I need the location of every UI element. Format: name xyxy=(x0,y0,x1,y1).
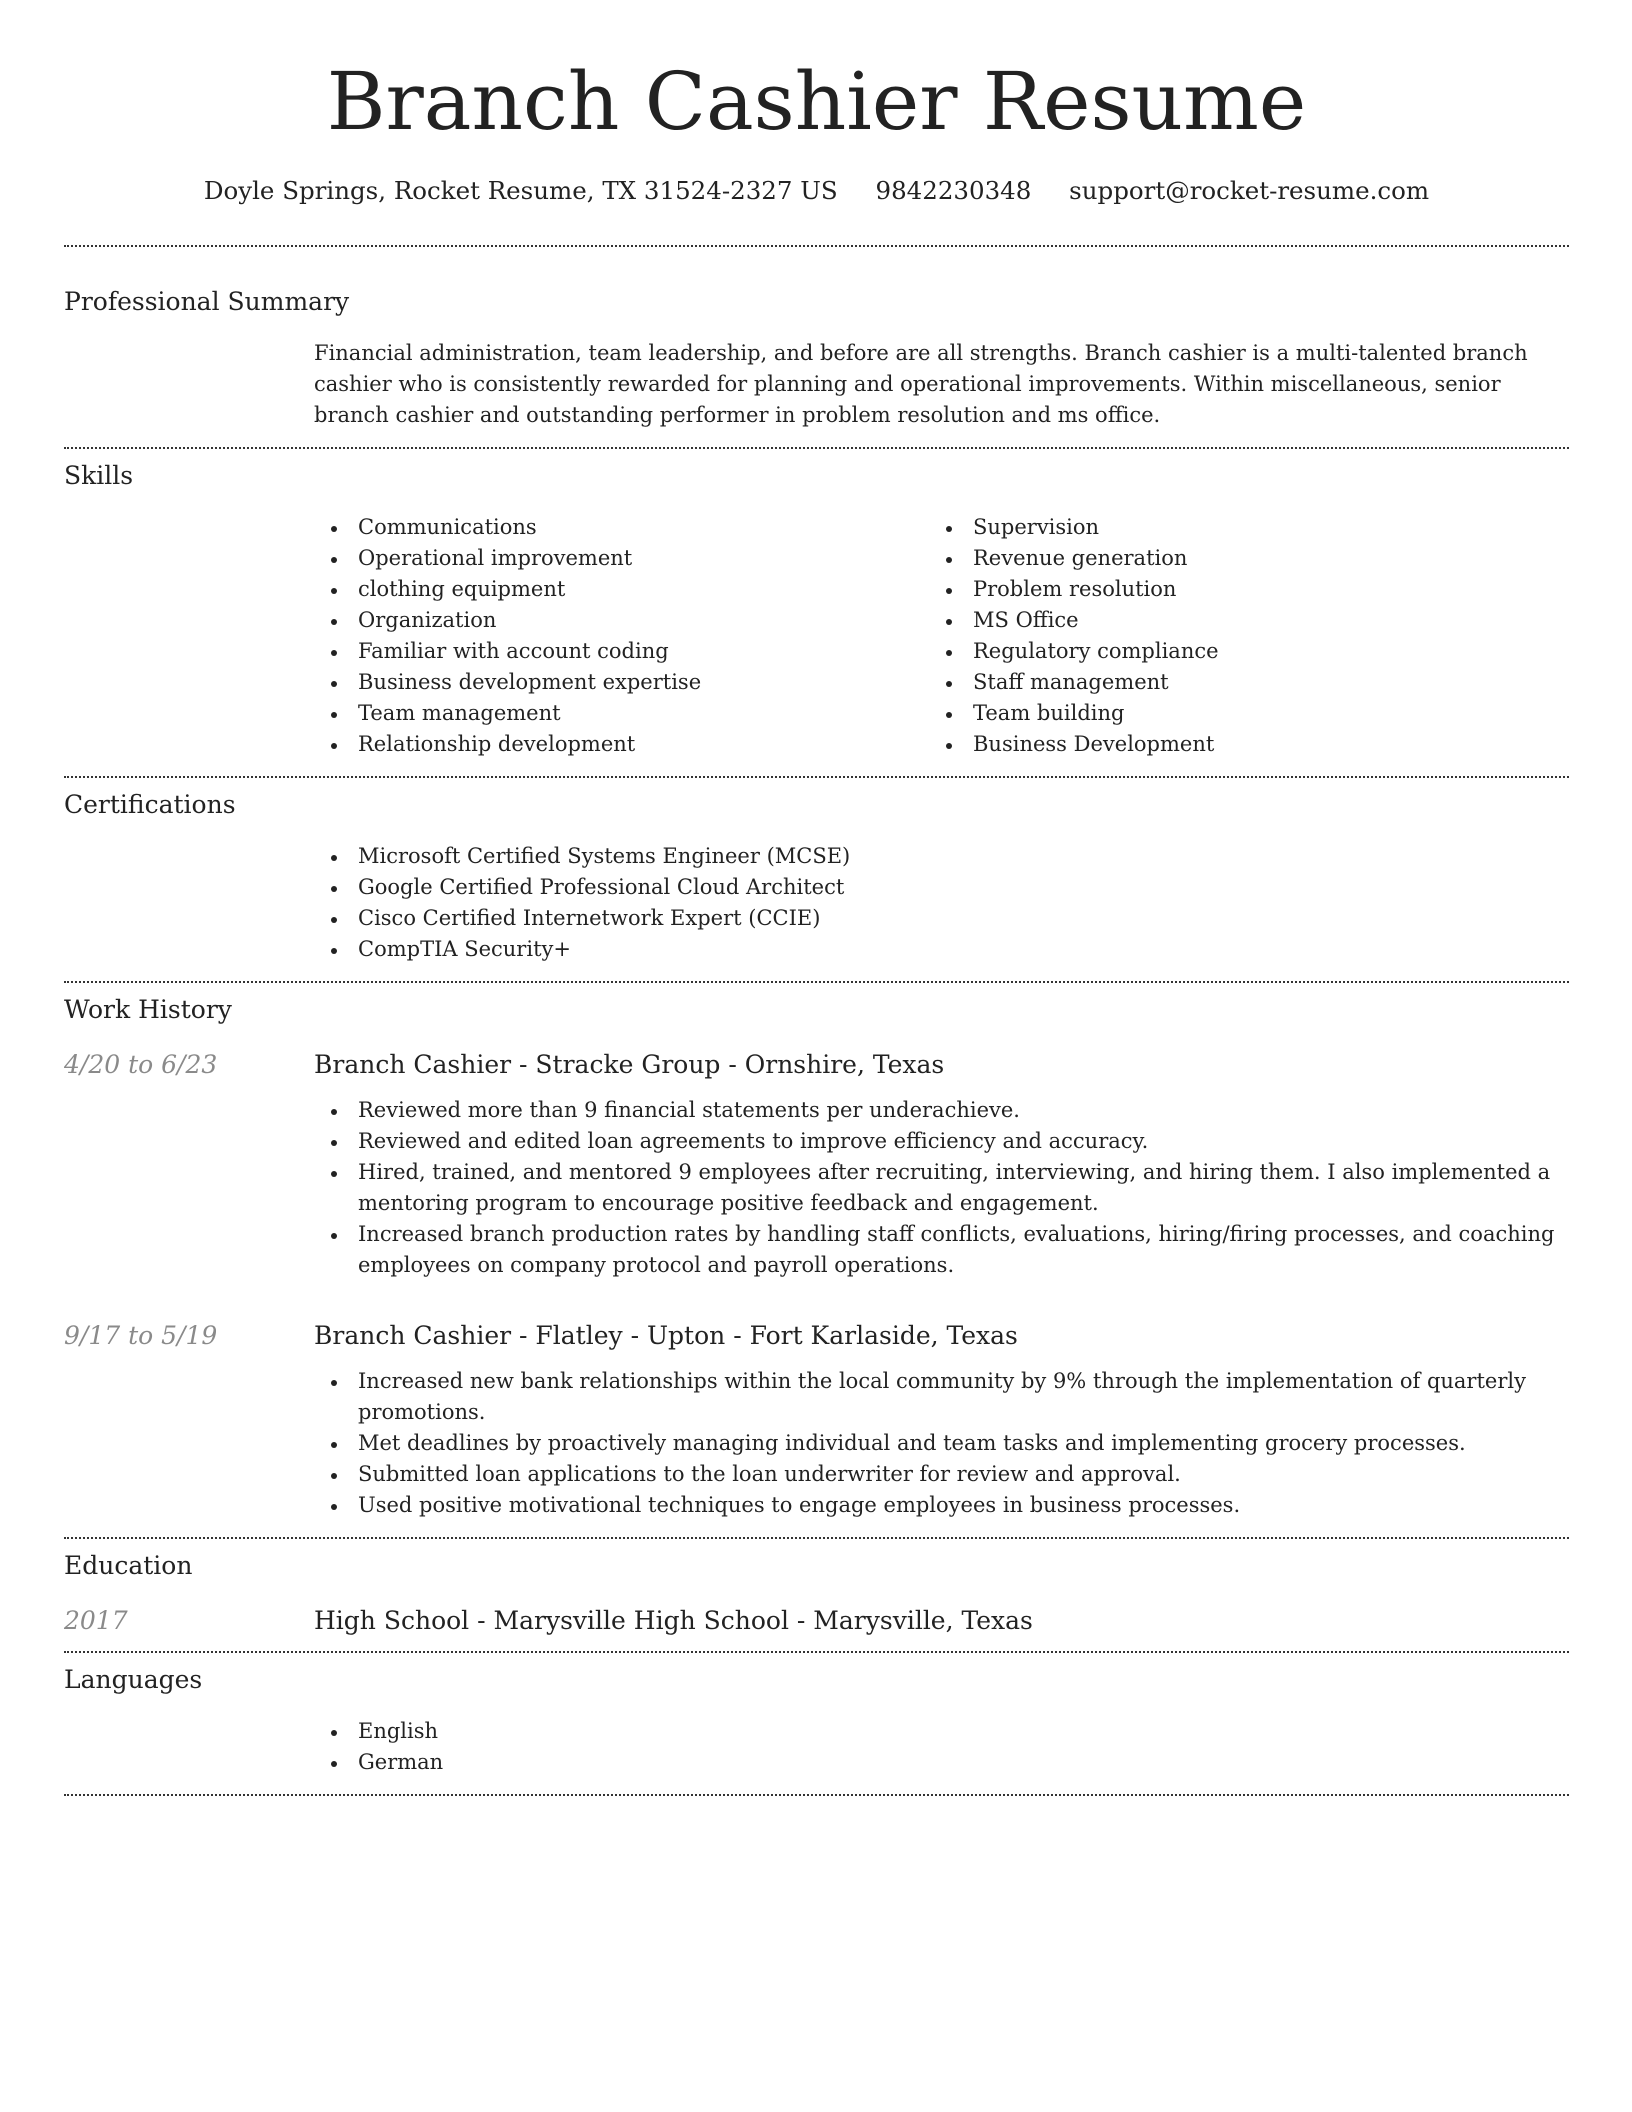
job-entry xyxy=(64,1321,1569,1521)
skill-item: Relationship development xyxy=(314,729,929,760)
skills-list-right xyxy=(929,512,1544,760)
summary-section xyxy=(64,287,1569,431)
summary-heading: Professional Summary xyxy=(64,287,350,316)
education-heading: Education xyxy=(64,1551,193,1580)
contact-email: support@rocket-resume.com xyxy=(1069,176,1430,205)
skill-item: Problem resolution xyxy=(929,574,1544,605)
job-dates: 4/20 to 6/23 xyxy=(64,1050,218,1079)
job-bullet: Met deadlines by proactively managing individual and team tasks and implementing grocery processes. xyxy=(314,1428,1569,1459)
divider xyxy=(64,1651,1569,1653)
job-bullet: Increased new bank relationships within the local community by 9% through the implementation of quarterly promotions. xyxy=(314,1366,1569,1428)
education-year: 2017 xyxy=(64,1606,128,1635)
skill-item: Familiar with account coding xyxy=(314,636,929,667)
job-bullet: Reviewed more than 9 financial statements per underachieve. xyxy=(314,1095,1569,1126)
certifications-list xyxy=(314,841,1569,965)
skill-item: Revenue generation xyxy=(929,543,1544,574)
contact-phone: 9842230348 xyxy=(875,176,1032,205)
job-entry xyxy=(64,1050,1569,1281)
languages-list xyxy=(314,1716,1569,1778)
divider xyxy=(64,1794,1569,1796)
job-bullet: Increased branch production rates by handling staff conflicts, evaluations, hiring/firing processes, and coaching employees on company protocol and payroll operations. xyxy=(314,1219,1569,1281)
job-bullet: Hired, trained, and mentored 9 employees after recruiting, interviewing, and hiring them. I also implemented a mentoring program to encourage positive feedback and engagement. xyxy=(314,1157,1569,1219)
skill-item: Staff management xyxy=(929,667,1544,698)
certification-item: Cisco Certified Internetwork Expert (CCIE) xyxy=(314,903,1569,934)
skill-item: Organization xyxy=(314,605,929,636)
resume-page xyxy=(64,0,1569,1796)
language-item: German xyxy=(314,1747,1569,1778)
language-item: English xyxy=(314,1716,1569,1747)
resume-title: Branch Cashier Resume xyxy=(326,55,1307,148)
skills-grid xyxy=(314,512,1569,760)
divider xyxy=(64,245,1569,247)
job-bullets xyxy=(314,1095,1569,1281)
skill-item: MS Office xyxy=(929,605,1544,636)
certifications-body xyxy=(314,841,1569,965)
skills-heading: Skills xyxy=(64,461,134,490)
certifications-section xyxy=(64,790,1569,965)
job-bullet: Reviewed and edited loan agreements to improve efficiency and accuracy. xyxy=(314,1126,1569,1157)
skill-item: Team building xyxy=(929,698,1544,729)
divider xyxy=(64,776,1569,778)
skills-section xyxy=(64,461,1569,760)
contact-address: Doyle Springs, Rocket Resume, TX 31524-2327 US xyxy=(203,176,838,205)
job-bullet: Used positive motivational techniques to engage employees in business processes. xyxy=(314,1490,1569,1521)
languages-section xyxy=(64,1665,1569,1778)
work-heading: Work History xyxy=(64,995,232,1024)
certification-item: Microsoft Certified Systems Engineer (MCSE) xyxy=(314,841,1569,872)
divider xyxy=(64,1537,1569,1539)
skill-item: clothing equipment xyxy=(314,574,929,605)
contact-line xyxy=(64,176,1569,205)
job-bullet: Submitted loan applications to the loan underwriter for review and approval. xyxy=(314,1459,1569,1490)
work-section xyxy=(64,995,1569,1521)
certifications-heading: Certifications xyxy=(64,790,236,819)
job-dates: 9/17 to 5/19 xyxy=(64,1321,218,1350)
skill-item: Business development expertise xyxy=(314,667,929,698)
job-title: Branch Cashier - Stracke Group - Ornshire, Texas xyxy=(314,1050,945,1079)
job-bullets xyxy=(314,1366,1569,1521)
job-title: Branch Cashier - Flatley - Upton - Fort Karlaside, Texas xyxy=(314,1321,1018,1350)
divider xyxy=(64,981,1569,983)
certification-item: CompTIA Security+ xyxy=(314,934,1569,965)
summary-text: Financial administration, team leadership, and before are all strengths. Branch cashier is a multi-talented branch cashier who is consistently rewarded for planning and operational improvements. Within miscellaneous, senior branch cashier and outstanding performer in problem resolution and ms office. xyxy=(314,341,1528,427)
education-section xyxy=(64,1551,1569,1635)
skill-item: Operational improvement xyxy=(314,543,929,574)
education-title: High School - Marysville High School - Marysville, Texas xyxy=(314,1606,1033,1635)
certification-item: Google Certified Professional Cloud Architect xyxy=(314,872,1569,903)
divider xyxy=(64,447,1569,449)
skill-item: Business Development xyxy=(929,729,1544,760)
languages-heading: Languages xyxy=(64,1665,203,1694)
skill-item: Supervision xyxy=(929,512,1544,543)
skill-item: Team management xyxy=(314,698,929,729)
skill-item: Regulatory compliance xyxy=(929,636,1544,667)
skill-item: Communications xyxy=(314,512,929,543)
skills-list-left xyxy=(314,512,929,760)
